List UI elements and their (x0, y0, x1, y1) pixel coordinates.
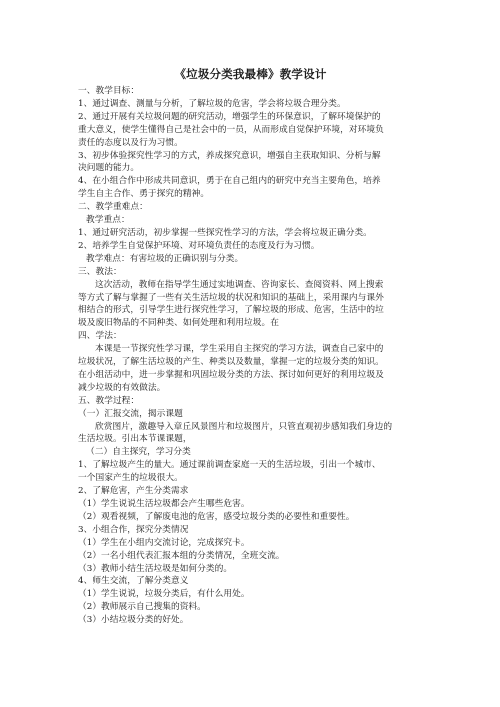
text-line: （3）教师小结生活垃圾是如何分类的。 (78, 563, 233, 574)
text-line: 3、小组合作，探究分类情况 (78, 524, 189, 535)
text-line: （一）汇报交流，揭示课题 (78, 408, 183, 419)
text-line: 重大意义，使学生懂得自己是社会中的一员，从而形成自觉保护环境，对环境负 (78, 124, 384, 135)
text-line: 在小组活动中，进一步掌握和巩固垃圾分类的方法、探讨如何更好的利用垃圾及 (78, 369, 384, 380)
text-line: 学生自主合作、勇于探究的精神。 (78, 189, 210, 200)
text-line: 垃圾状况，了解生活垃圾的产生、种类以及数量，掌握一定的垃圾分类的知识。 (78, 357, 384, 368)
text-line: 本课是一节探究性学习课，学生采用自主探究的学习方法，调查自己家中的 (95, 344, 384, 355)
text-line: 这次活动，教师在指导学生通过实地调查、咨询家长、查阅资料、网上搜索 (95, 279, 384, 290)
text-line: 五、教学过程： (78, 395, 140, 406)
text-line: 1、通过研究活动，初步掌握一些探究性学习的方法，学会将垃圾正确分类。 (78, 227, 372, 238)
text-line: 教学难点：有害垃圾的正确识别与分类。 (86, 253, 244, 264)
text-line: 决问题的能力。 (78, 163, 140, 174)
document-page (78, 66, 423, 627)
text-line: （2）一名小组代表汇报本组的分类情况，全班交流。 (78, 550, 285, 561)
text-line: 一个国家产生的垃圾很大。 (78, 473, 183, 484)
text-line: 教学重点： (86, 215, 130, 226)
text-line: （二）自主探究，学习分类 (86, 447, 191, 458)
text-line: 2、培养学生自觉保护环境、对环境负责任的态度及行为习惯。 (78, 240, 320, 251)
text-line: 责任的态度以及行为习惯。 (78, 137, 183, 148)
text-line: （3）小结垃圾分类的好处。 (78, 615, 189, 626)
text-line: 圾及废旧物品的不同种类、如何处理和利用垃圾。在 (78, 318, 279, 329)
text-line: （2）教师展示自己搜集的资料。 (78, 602, 206, 613)
text-line: 生活垃圾。引出本节课课题， (78, 434, 192, 445)
text-line: 三、教法： (78, 266, 122, 277)
text-line: 相结合的形式，引导学生进行探究性学习，了解垃圾的形成、危害，生活中的垃 (78, 305, 384, 316)
text-line: 二、教学重难点： (78, 202, 148, 213)
text-line: 一、教学目标： (78, 86, 140, 96)
text-line: 等方式了解与掌握了一些有关生活垃圾的状况和知识的基础上，采用课内与课外 (78, 292, 384, 303)
text-line: （1）学生在小组内交流讨论，完成探究卡。 (78, 537, 250, 548)
text-line: 减少垃圾的有效做法。 (78, 382, 166, 393)
text-line: 欣赏图片，激趣导入章丘风景图片和垃圾图片，只管直观初步感知我们身边的 (95, 421, 393, 432)
text-line: 四、学法： (78, 331, 122, 342)
text-line: （1）学生说说生活垃圾都会产生哪些危害。 (78, 499, 250, 509)
text-line: 3、初步体验探究性学习的方式，养成探究意识，增强自主获取知识、分析与解 (78, 150, 381, 161)
document-body (78, 85, 423, 627)
text-line: 2、了解危害，产生分类需求 (78, 486, 189, 497)
text-line: 4、在小组合作中形成共同意识，勇于在自己组内的研究中充当主要角色，培养 (78, 176, 381, 187)
text-line: （1）学生说说，垃圾分类后，有什么用处。 (78, 589, 250, 600)
text-line: 4、师生交流，了解分类意义 (78, 576, 189, 587)
document-title: 《垃圾分类我最棒》教学设计 (174, 67, 327, 81)
text-line: 2、通过开展有关垃圾问题的研究活动，增强学生的环保意识，了解环境保护的 (78, 111, 381, 122)
text-line: 1、通过调查、测量与分析，了解垃圾的危害，学会将垃圾合理分类。 (78, 98, 346, 109)
text-line: 1、了解垃圾产生的量大。通过课前调查家庭一天的生活垃圾，引出一个城市、 (78, 460, 381, 471)
text-line: （2）观看视频，了解废电池的危害，感受垃圾分类的必要性和重要性。 (78, 511, 355, 522)
